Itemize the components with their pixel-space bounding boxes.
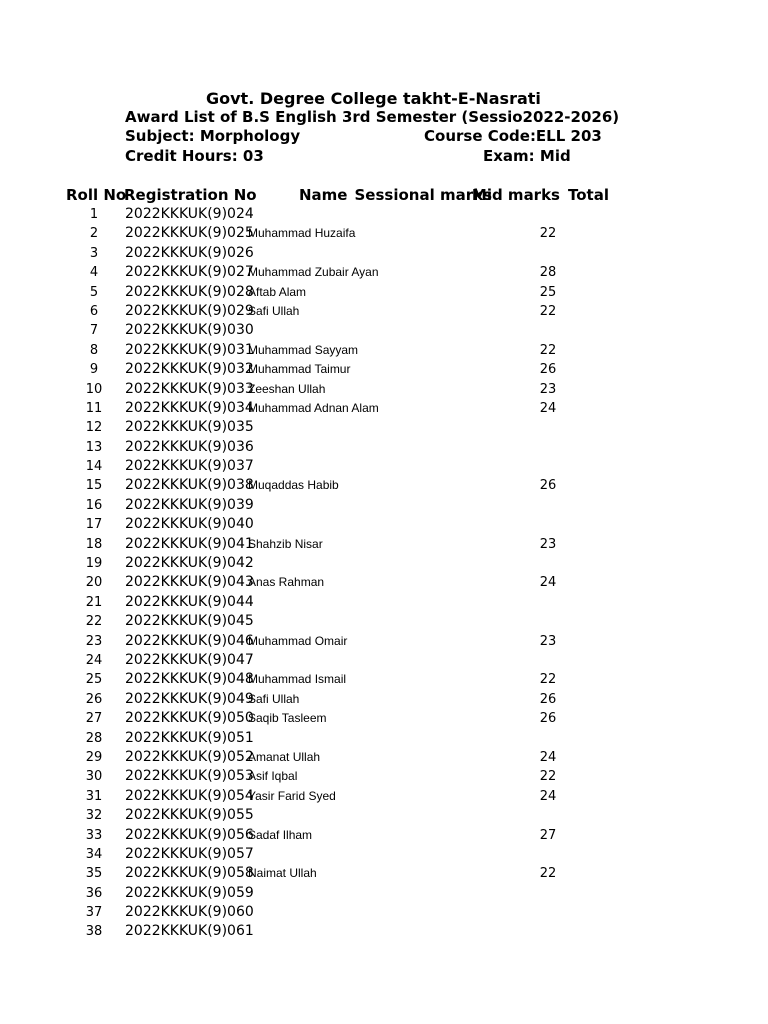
registration-no-cell: 2022KKKUK(9)025 (125, 225, 254, 242)
roll-no-cell: 10 (85, 381, 103, 397)
roll-no-cell: 5 (89, 284, 99, 300)
roll-no-cell: 27 (85, 711, 103, 727)
table-row (0, 224, 768, 243)
table-row (0, 806, 768, 825)
roll-no-cell: 21 (85, 594, 103, 610)
mid-marks-cell: 22 (539, 303, 557, 319)
table-row (0, 438, 768, 457)
roll-no-cell: 19 (85, 556, 103, 572)
roll-no-cell: 28 (85, 730, 103, 746)
registration-no-cell: 2022KKKUK(9)058 (125, 865, 254, 882)
registration-no-cell: 2022KKKUK(9)046 (125, 632, 254, 649)
table-row (0, 826, 768, 845)
col-header-mid-marks: Mid marks (471, 186, 560, 204)
roll-no-cell: 7 (89, 323, 99, 339)
mid-marks-cell: 23 (539, 536, 557, 552)
roll-no-cell: 20 (85, 575, 103, 591)
registration-no-cell: 2022KKKUK(9)060 (125, 904, 254, 921)
table-row (0, 593, 768, 612)
table-row (0, 515, 768, 534)
table-row (0, 476, 768, 495)
table-row (0, 729, 768, 748)
table-row (0, 612, 768, 631)
table-row (0, 709, 768, 728)
roll-no-cell: 34 (85, 846, 103, 862)
course-code-label: Course Code:ELL 203 (424, 127, 602, 145)
roll-no-cell: 18 (85, 536, 103, 552)
registration-no-cell: 2022KKKUK(9)050 (125, 710, 254, 727)
name-cell: Asif Iqbal (248, 769, 298, 784)
registration-no-cell: 2022KKKUK(9)027 (125, 264, 254, 281)
roll-no-cell: 15 (85, 478, 103, 494)
registration-no-cell: 2022KKKUK(9)041 (125, 535, 254, 552)
registration-no-cell: 2022KKKUK(9)052 (125, 748, 254, 765)
college-title: Govt. Degree College takht-E-Nasrati (206, 89, 541, 108)
mid-marks-cell: 22 (539, 226, 557, 242)
roll-no-cell: 37 (85, 905, 103, 921)
mid-marks-cell: 28 (539, 265, 557, 281)
registration-no-cell: 2022KKKUK(9)026 (125, 244, 254, 261)
registration-no-cell: 2022KKKUK(9)047 (125, 651, 254, 668)
registration-no-cell: 2022KKKUK(9)061 (125, 923, 254, 940)
mid-marks-cell: 26 (539, 711, 557, 727)
roll-no-cell: 1 (89, 207, 99, 222)
name-cell: Yasir Farid Syed (248, 788, 336, 803)
mid-marks-cell: 22 (539, 342, 557, 358)
roll-no-cell: 2 (89, 226, 99, 242)
roll-no-cell: 26 (85, 691, 103, 707)
name-cell: Amanat Ullah (248, 749, 321, 764)
registration-no-cell: 2022KKKUK(9)042 (125, 555, 254, 572)
name-cell: Safi Ullah (248, 691, 300, 706)
table-row (0, 670, 768, 689)
mid-marks-cell: 26 (539, 362, 557, 378)
registration-no-cell: 2022KKKUK(9)032 (125, 361, 254, 378)
mid-marks-cell: 26 (539, 691, 557, 707)
roll-no-cell: 31 (85, 788, 103, 804)
registration-no-cell: 2022KKKUK(9)048 (125, 671, 254, 688)
table-row (0, 864, 768, 883)
mid-marks-cell: 22 (539, 866, 557, 882)
registration-no-cell: 2022KKKUK(9)040 (125, 516, 254, 533)
mid-marks-cell: 23 (539, 633, 557, 649)
mid-marks-cell: 24 (539, 749, 557, 765)
table-row (0, 302, 768, 321)
credit-hours-label: Credit Hours: 03 (125, 147, 264, 165)
registration-no-cell: 2022KKKUK(9)044 (125, 593, 254, 610)
table-row (0, 748, 768, 767)
roll-no-cell: 23 (85, 633, 103, 649)
table-row (0, 554, 768, 573)
name-cell: Safi Ullah (248, 303, 300, 318)
table-row (0, 767, 768, 786)
name-cell: Sadaf Ilham (248, 827, 313, 842)
roll-no-cell: 29 (85, 749, 103, 765)
name-cell: Muhammad Zubair Ayan (248, 265, 379, 280)
roll-no-cell: 14 (85, 459, 103, 475)
name-cell: Muhammad Ismail (248, 672, 347, 687)
name-cell: Naimat Ullah (248, 866, 317, 881)
roll-no-cell: 8 (89, 342, 99, 358)
registration-no-cell: 2022KKKUK(9)037 (125, 458, 254, 475)
name-cell: Muqaddas Habib (248, 478, 339, 493)
registration-no-cell: 2022KKKUK(9)056 (125, 826, 254, 843)
registration-no-cell: 2022KKKUK(9)043 (125, 574, 254, 591)
mid-marks-cell: 23 (539, 381, 557, 397)
registration-no-cell: 2022KKKUK(9)031 (125, 341, 254, 358)
table-row (0, 244, 768, 263)
col-header-registration-no: Registration No (124, 186, 257, 204)
roll-no-cell: 22 (85, 614, 103, 630)
roll-no-cell: 32 (85, 808, 103, 824)
registration-no-cell: 2022KKKUK(9)036 (125, 438, 254, 455)
table-row (0, 341, 768, 360)
table-row (0, 903, 768, 922)
registration-no-cell: 2022KKKUK(9)038 (125, 477, 254, 494)
name-cell: Saqib Tasleem (248, 711, 327, 726)
col-header-sessional-marks: Sessional marks (354, 186, 492, 204)
table-row (0, 283, 768, 302)
table-row (0, 845, 768, 864)
registration-no-cell: 2022KKKUK(9)055 (125, 807, 254, 824)
roll-no-cell: 30 (85, 769, 103, 785)
roll-no-cell: 25 (85, 672, 103, 688)
roll-no-cell: 38 (85, 924, 103, 940)
roll-no-cell: 9 (89, 362, 99, 378)
registration-no-cell: 2022KKKUK(9)054 (125, 787, 254, 804)
table-row (0, 380, 768, 399)
name-cell: Anas Rahman (248, 575, 325, 590)
name-cell: Muhammad Omair (248, 633, 348, 648)
name-cell: Zeeshan Ullah (248, 381, 326, 396)
roll-no-cell: 36 (85, 885, 103, 901)
registration-no-cell: 2022KKKUK(9)034 (125, 399, 254, 416)
table-row (0, 573, 768, 592)
registration-no-cell: 2022KKKUK(9)028 (125, 283, 254, 300)
mid-marks-cell: 26 (539, 478, 557, 494)
col-header-total: Total (568, 186, 609, 204)
roll-no-cell: 3 (89, 245, 99, 261)
registration-no-cell: 2022KKKUK(9)049 (125, 690, 254, 707)
table-row (0, 205, 768, 224)
registration-no-cell: 2022KKKUK(9)059 (125, 884, 254, 901)
table-row (0, 535, 768, 554)
table-row (0, 632, 768, 651)
col-header-roll-no: Roll No (66, 186, 127, 204)
table-row (0, 496, 768, 515)
table-row (0, 321, 768, 340)
name-cell: Muhammad Huzaifa (248, 226, 356, 241)
roll-no-cell: 12 (85, 420, 103, 436)
registration-no-cell: 2022KKKUK(9)024 (125, 206, 254, 222)
name-cell: Muhammad Sayyam (248, 342, 359, 357)
table-row (0, 690, 768, 709)
table-row (0, 457, 768, 476)
name-cell: Muhammad Adnan Alam (248, 400, 379, 415)
exam-label: Exam: Mid (483, 147, 571, 165)
mid-marks-cell: 22 (539, 672, 557, 688)
roll-no-cell: 4 (89, 265, 99, 281)
mid-marks-cell: 24 (539, 788, 557, 804)
registration-no-cell: 2022KKKUK(9)057 (125, 845, 254, 862)
roll-no-cell: 24 (85, 652, 103, 668)
registration-no-cell: 2022KKKUK(9)051 (125, 729, 254, 746)
award-list-title: Award List of B.S English 3rd Semester (Sessio2022-2026) (125, 108, 620, 126)
roll-no-cell: 35 (85, 866, 103, 882)
table-row (0, 651, 768, 670)
name-cell: Muhammad Taimur (248, 362, 351, 377)
name-cell: Shahzib Nisar (248, 536, 323, 551)
table-row (0, 360, 768, 379)
table-row (0, 787, 768, 806)
mid-marks-cell: 22 (539, 769, 557, 785)
col-header-name: Name (299, 186, 348, 204)
table-row (0, 884, 768, 903)
registration-no-cell: 2022KKKUK(9)039 (125, 496, 254, 513)
registration-no-cell: 2022KKKUK(9)053 (125, 768, 254, 785)
registration-no-cell: 2022KKKUK(9)030 (125, 322, 254, 339)
roll-no-cell: 33 (85, 827, 103, 843)
name-cell: Aftab Alam (248, 284, 307, 299)
roll-no-cell: 6 (89, 303, 99, 319)
roll-no-cell: 13 (85, 439, 103, 455)
award-table-body (0, 205, 768, 942)
registration-no-cell: 2022KKKUK(9)045 (125, 613, 254, 630)
registration-no-cell: 2022KKKUK(9)029 (125, 302, 254, 319)
table-row (0, 399, 768, 418)
subject-label: Subject: Morphology (125, 127, 301, 145)
mid-marks-cell: 25 (539, 284, 557, 300)
table-row (0, 922, 768, 941)
table-row (0, 418, 768, 437)
mid-marks-cell: 24 (539, 575, 557, 591)
table-row (0, 263, 768, 282)
roll-no-cell: 16 (85, 497, 103, 513)
registration-no-cell: 2022KKKUK(9)033 (125, 380, 254, 397)
roll-no-cell: 11 (85, 400, 103, 416)
mid-marks-cell: 24 (539, 400, 557, 416)
registration-no-cell: 2022KKKUK(9)035 (125, 419, 254, 436)
roll-no-cell: 17 (85, 517, 103, 533)
mid-marks-cell: 27 (539, 827, 557, 843)
